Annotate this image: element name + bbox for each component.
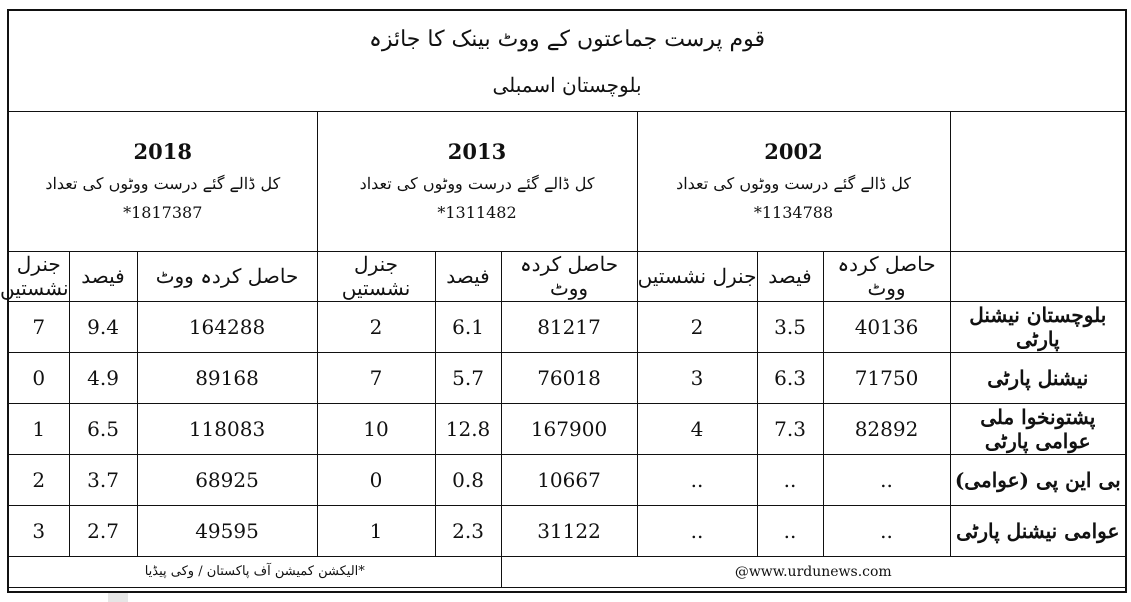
votes-cell: 167900 xyxy=(501,403,637,454)
year-block-2018 xyxy=(9,111,317,251)
seats-cell: 2 xyxy=(9,454,69,505)
party-name: پشتونخوا ملی عوامی پارٹی xyxy=(950,403,1125,454)
year-total-value: 1817387* xyxy=(123,203,203,223)
votes-header: حاصل کردہ ووٹ xyxy=(137,251,317,301)
year-label: 2018 xyxy=(133,139,192,165)
percent-cell: 6.1 xyxy=(435,301,501,352)
footer-row xyxy=(9,556,1125,587)
percent-cell: 2.3 xyxy=(435,505,501,556)
percent-header: فیصد xyxy=(757,251,823,301)
percent-cell: 5.7 xyxy=(435,352,501,403)
percent-cell: 3.7 xyxy=(69,454,137,505)
year-block-2013 xyxy=(317,111,637,251)
votes-cell: 89168 xyxy=(137,352,317,403)
seats-cell: 4 xyxy=(637,403,757,454)
votes-header: حاصل کردہ ووٹ xyxy=(823,251,950,301)
year-total-value: 1134788* xyxy=(753,203,834,223)
seats-cell: 3 xyxy=(637,352,757,403)
year-label: 2002 xyxy=(764,139,823,165)
column-header-row xyxy=(9,251,1125,301)
percent-cell: 3.5 xyxy=(757,301,823,352)
vote-bank-sheet xyxy=(0,9,1127,593)
party-name: بی این پی (عوامی) xyxy=(950,454,1125,505)
table-row xyxy=(9,505,1125,556)
votes-cell: 164288 xyxy=(137,301,317,352)
votes-cell: .. xyxy=(823,454,950,505)
seats-cell: 3 xyxy=(9,505,69,556)
percent-cell: 2.7 xyxy=(69,505,137,556)
title-block xyxy=(9,11,1125,112)
year-block-2002 xyxy=(637,111,950,251)
party-name: بلوچستان نیشنل پارٹی xyxy=(950,301,1125,352)
votes-cell: 40136 xyxy=(823,301,950,352)
source-credit: *الیکشن کمیشن آف پاکستان / وکی پیڈیا xyxy=(9,556,501,587)
percent-cell: 6.5 xyxy=(69,403,137,454)
year-total-label: کل ڈالے گئے درست ووٹوں کی تعداد xyxy=(45,174,281,194)
seats-header: جنرل نشستیں xyxy=(317,251,435,301)
percent-header: فیصد xyxy=(69,251,137,301)
table-row xyxy=(9,352,1125,403)
votes-cell: 82892 xyxy=(823,403,950,454)
vote-bank-table xyxy=(0,111,1125,588)
year-total-value: 1311482* xyxy=(437,203,517,223)
party-name: عوامی نیشنل پارٹی xyxy=(950,505,1125,556)
year-label: 2013 xyxy=(447,139,507,165)
percent-cell: 9.4 xyxy=(69,301,137,352)
seats-cell: 1 xyxy=(317,505,435,556)
year-header-row xyxy=(9,111,1125,251)
seats-cell: 0 xyxy=(9,352,69,403)
votes-header: حاصل کردہ ووٹ xyxy=(501,251,637,301)
votes-cell: 76018 xyxy=(501,352,637,403)
votes-cell: 118083 xyxy=(137,403,317,454)
seats-header: جنرل نشستیں xyxy=(0,252,69,300)
seats-cell: .. xyxy=(637,505,757,556)
party-column-header xyxy=(950,111,1125,251)
percent-cell: 0.8 xyxy=(435,454,501,505)
page-title: قوم پرست جماعتوں کے ووٹ بینک کا جائزہ xyxy=(368,27,766,52)
table-row xyxy=(9,403,1125,454)
percent-cell: .. xyxy=(757,505,823,556)
seats-cell: 7 xyxy=(317,352,435,403)
percent-cell: .. xyxy=(757,454,823,505)
party-header-cell xyxy=(950,251,1125,301)
source-url: @www.urdunews.com xyxy=(501,556,1125,587)
votes-cell: 49595 xyxy=(137,505,317,556)
votes-cell: 68925 xyxy=(137,454,317,505)
table-row xyxy=(9,454,1125,505)
percent-cell: 6.3 xyxy=(757,352,823,403)
seats-cell: 2 xyxy=(637,301,757,352)
page-shadow xyxy=(108,593,128,602)
seats-header: جنرل نشستیں xyxy=(637,251,757,301)
seats-cell: 7 xyxy=(9,301,69,352)
percent-cell: 7.3 xyxy=(757,403,823,454)
seats-cell: 10 xyxy=(317,403,435,454)
seats-cell: .. xyxy=(637,454,757,505)
year-total-label: کل ڈالے گئے درست ووٹوں کی تعداد xyxy=(359,174,595,194)
seats-cell: 1 xyxy=(9,403,69,454)
seats-cell: 0 xyxy=(317,454,435,505)
votes-cell: 81217 xyxy=(501,301,637,352)
votes-cell: .. xyxy=(823,505,950,556)
table-row xyxy=(9,301,1125,352)
votes-cell: 10667 xyxy=(501,454,637,505)
page-subtitle: بلوچستان اسمبلی xyxy=(492,73,642,97)
seats-cell: 2 xyxy=(317,301,435,352)
votes-cell: 31122 xyxy=(501,505,637,556)
percent-cell: 12.8 xyxy=(435,403,501,454)
year-total-label: کل ڈالے گئے درست ووٹوں کی تعداد xyxy=(676,174,911,194)
percent-cell: 4.9 xyxy=(69,352,137,403)
party-name: نیشنل پارٹی xyxy=(950,352,1125,403)
votes-cell: 71750 xyxy=(823,352,950,403)
percent-header: فیصد xyxy=(435,251,501,301)
